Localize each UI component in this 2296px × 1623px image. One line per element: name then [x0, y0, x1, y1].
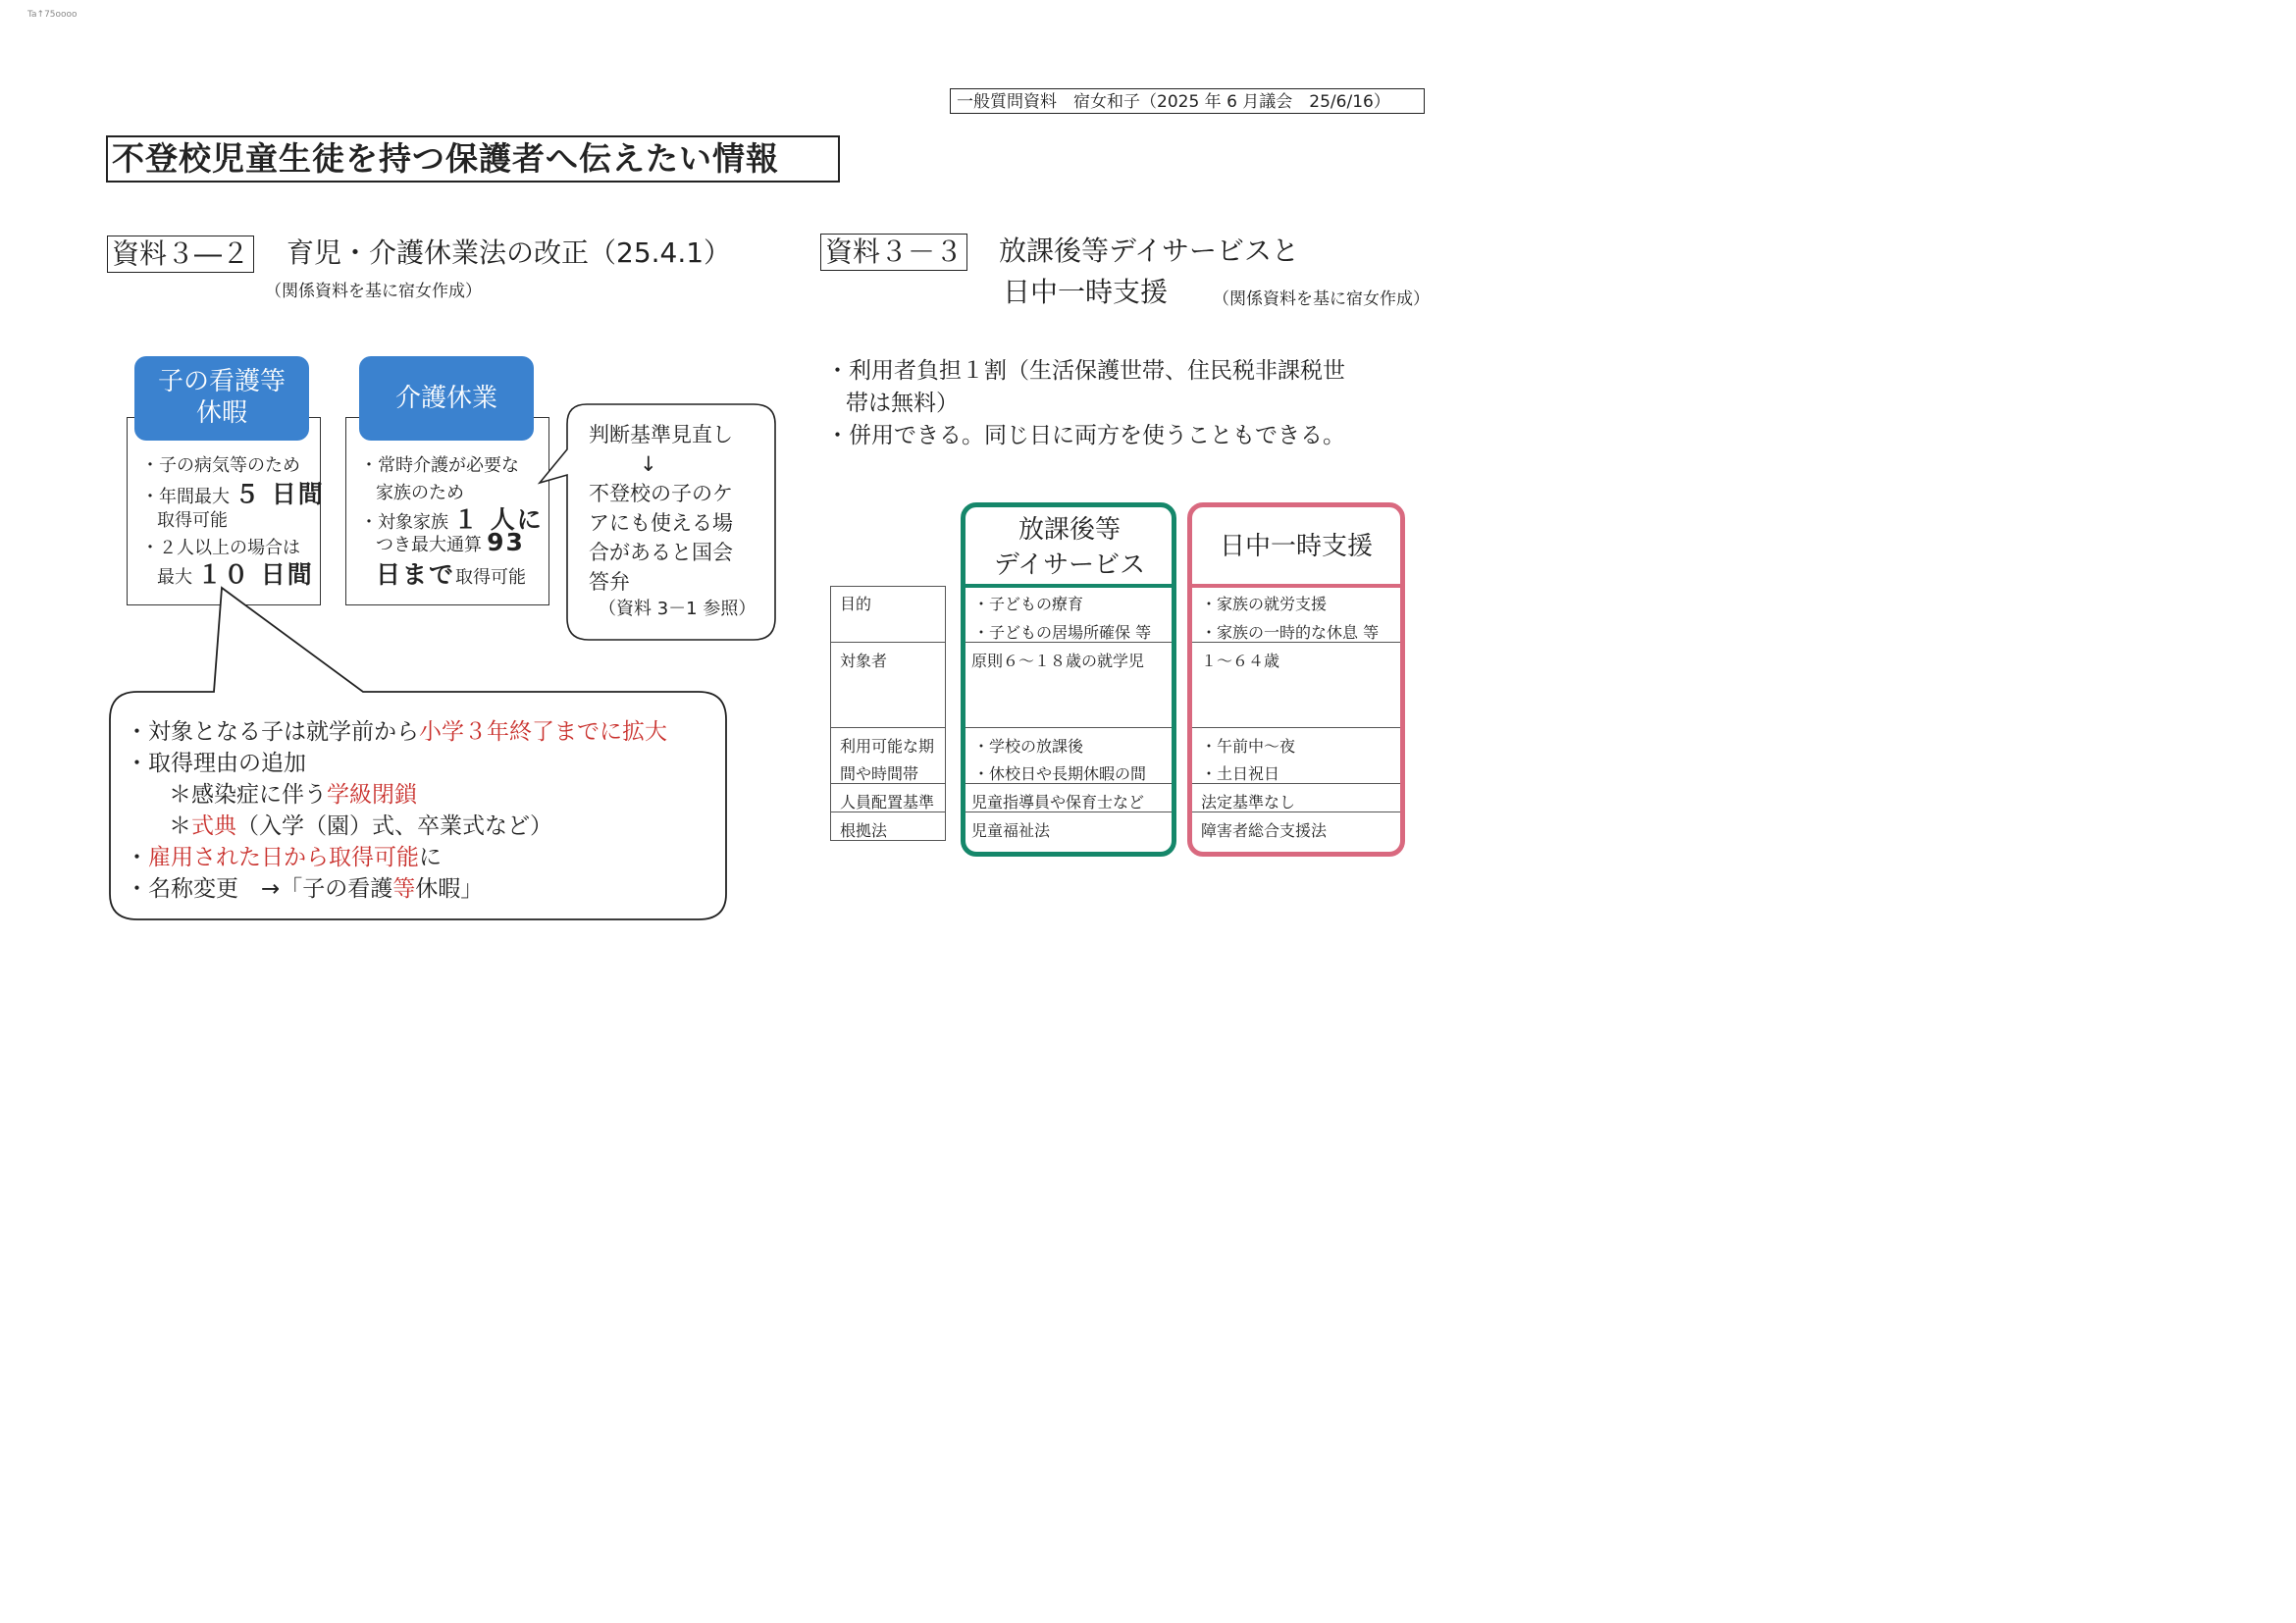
child-care-5-days: ５ 日間 — [235, 480, 325, 508]
row-divider — [830, 727, 946, 728]
callout-1-prefix: ・対象となる子は就学前から — [126, 719, 419, 745]
bullet-cost-share-cont: 帯は無料） — [846, 391, 959, 416]
bubble-line-1: 判断基準見直し — [589, 423, 733, 446]
callout-line-1 — [126, 716, 667, 748]
right-section-title-1: 放課後等デイサービスと — [999, 235, 1300, 267]
child-care-line-2 — [141, 475, 325, 510]
amendment-callout-text — [126, 716, 667, 905]
nursing-care-leave-tab: 介護休業 — [359, 356, 534, 441]
callout-line-5 — [126, 842, 667, 873]
callout-4-highlight: 式典 — [191, 813, 236, 839]
right-source-note: （関係資料を基に宿女作成） — [1213, 289, 1430, 309]
bullet-combined-use: ・併用できる。同じ日に両方を使うこともできる。 — [826, 423, 1345, 448]
callout-6-suffix: 休暇」 — [415, 876, 484, 902]
callout-5-prefix: ・ — [126, 845, 148, 870]
daytime-support-heading: 日中一時支援 — [1219, 532, 1373, 561]
row-label-staff: 人員配置基準 — [840, 793, 935, 812]
left-source-note: （関係資料を基に宿女作成） — [265, 282, 482, 301]
callout-5-suffix: に — [419, 845, 442, 870]
nursing-care-days-until: 日まで — [376, 560, 456, 589]
cell-staff-after-school: 児童指導員や保育士など — [971, 793, 1145, 812]
bubble-line-3: アにも使える場 — [589, 511, 733, 535]
cell-period-after-school-2: ・休校日や長期休暇の間 — [973, 764, 1147, 783]
cell-purpose-daytime-1: ・家族の就労支援 — [1201, 595, 1328, 613]
row-divider — [1192, 727, 1400, 728]
callout-line-3 — [126, 779, 667, 811]
pink-header-divider — [1192, 584, 1400, 588]
child-care-line-4: ・２人以上の場合は — [141, 538, 300, 558]
cell-law-daytime: 障害者総合支援法 — [1201, 821, 1328, 840]
left-section-title: 育児・介護休業法の改正（25.4.1） — [287, 236, 732, 269]
document-header: 一般質問資料 宿女和子（2025 年 6 月議会 25/6/16） — [950, 88, 1425, 114]
nursing-care-line-1: ・常時介護が必要な — [360, 455, 519, 476]
row-divider — [830, 642, 946, 643]
callout-4-suffix: （入学（園）式、卒業式など） — [236, 813, 552, 839]
after-school-heading — [981, 512, 1158, 583]
callout-line-2: ・取得理由の追加 — [126, 751, 306, 776]
bullet-cost-share: ・利用者負担１割（生活保護世帯、住民税非課税世 — [826, 358, 1345, 384]
cell-target-daytime: １～６４歳 — [1201, 652, 1280, 670]
nursing-care-total-label: つき最大通算 — [376, 535, 482, 555]
nursing-care-line-4 — [376, 528, 525, 556]
child-care-10-days: １０ 日間 — [197, 560, 314, 589]
nursing-care-obtainable: 取得可能 — [455, 567, 527, 588]
cell-purpose-daytime-2: ・家族の一時的な休息 等 — [1201, 623, 1380, 642]
child-care-tab-line-1: 子の看護等 — [157, 367, 286, 396]
cell-period-daytime-2: ・土日祝日 — [1201, 764, 1280, 783]
callout-3-highlight: 学級閉鎖 — [327, 782, 417, 808]
right-section-title-2: 日中一時支援 — [1003, 276, 1169, 308]
after-school-heading-2: デイサービス — [993, 550, 1146, 580]
nursing-care-per-person: １ 人に — [453, 505, 544, 534]
callout-6-prefix: ・名称変更 →「子の看護 — [126, 876, 393, 902]
row-label-period-1: 利用可能な期 — [840, 737, 935, 756]
row-label-law: 根拠法 — [840, 821, 888, 840]
bubble-line-5: 答弁 — [589, 570, 630, 594]
row-label-target: 対象者 — [840, 652, 888, 670]
child-care-leave-box — [127, 417, 325, 605]
child-care-max-label: 最大 — [157, 567, 192, 588]
child-care-annual-max-label: ・年間最大 — [141, 487, 230, 507]
nursing-care-93: 93 — [487, 528, 525, 556]
callout-3-prefix: ＊感染症に伴う — [169, 782, 327, 808]
left-section-label: 資料３―２ — [107, 236, 254, 273]
child-care-leave-tab — [134, 356, 309, 441]
callout-4-prefix: ＊ — [169, 813, 191, 839]
after-school-heading-1: 放課後等 — [1018, 515, 1121, 545]
row-label-period-2: 間や時間帯 — [840, 764, 919, 783]
cell-purpose-after-school-1: ・子どもの療育 — [973, 595, 1084, 613]
bubble-line-4: 合があると国会 — [589, 541, 733, 564]
cell-purpose-after-school-2: ・子どもの居場所確保 等 — [973, 623, 1152, 642]
row-label-purpose: 目的 — [840, 595, 872, 613]
nursing-care-line-2: 家族のため — [376, 483, 464, 503]
nursing-care-leave-box — [345, 417, 549, 605]
cell-target-after-school: 原則６～１８歳の就学児 — [971, 652, 1145, 670]
page-title: 不登校児童生徒を持つ保護者へ伝えたい情報 — [106, 135, 840, 183]
cell-period-after-school-1: ・学校の放課後 — [973, 737, 1084, 756]
down-arrow-icon: ↓ — [640, 452, 657, 476]
callout-6-highlight: 等 — [392, 876, 416, 902]
callout-line-6 — [126, 873, 667, 905]
scan-mark: Ta↑75oooo — [27, 10, 78, 20]
row-divider — [965, 727, 1172, 728]
right-bullets — [826, 355, 1345, 452]
cell-period-daytime-1: ・午前中～夜 — [1201, 737, 1296, 756]
cell-staff-daytime: 法定基準なし — [1201, 793, 1296, 812]
right-section-label: 資料３－３ — [820, 234, 967, 271]
callout-5-highlight: 雇用された日から取得可能 — [148, 845, 419, 870]
child-care-tab-line-2: 休暇 — [195, 398, 247, 428]
green-header-divider — [965, 584, 1172, 588]
child-care-line-3: 取得可能 — [157, 510, 228, 531]
callout-line-4 — [126, 811, 667, 842]
callout-1-highlight: 小学３年終了までに拡大 — [419, 719, 667, 745]
bubble-line-2: 不登校の子のケ — [589, 482, 733, 505]
nursing-care-target-family: ・対象家族 — [360, 512, 448, 533]
bubble-reference: （資料 3－1 参照） — [599, 599, 757, 619]
cell-law-after-school: 児童福祉法 — [971, 821, 1051, 840]
child-care-line-1: ・子の病気等のため — [141, 455, 300, 476]
